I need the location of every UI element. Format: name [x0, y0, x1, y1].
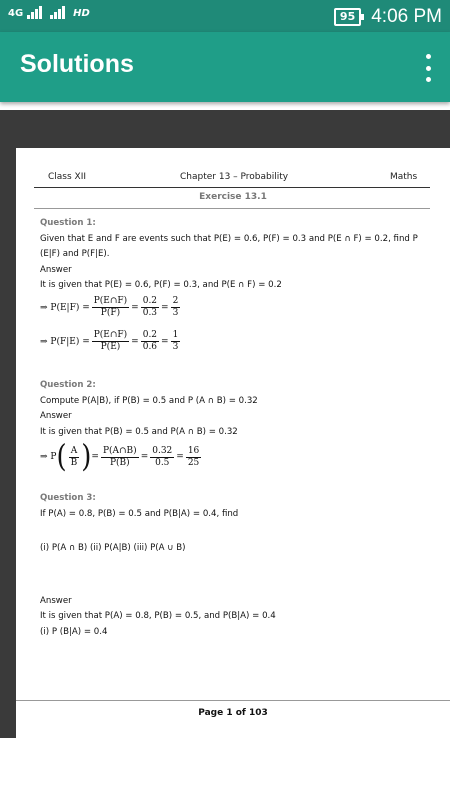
exercise-rule	[34, 208, 430, 209]
eq-num: A	[70, 445, 78, 456]
eq-den: P(E)	[100, 342, 121, 352]
eq-num: 1	[172, 330, 179, 340]
status-left	[8, 5, 90, 19]
header-subject: Maths	[390, 172, 418, 182]
q1-equation-2: ⇒ P(F|E) = $\frac{P(E\cap F)}{P(E)}$ = $\frac{0.2}{0.6}$ = $\frac{1}{3}$	[40, 330, 179, 352]
q1-line1: Given that E and F are events such that P(E) = 0.6, P(F) = 0.3 and P(E ∩ F) = 0.2, find P	[40, 234, 418, 244]
header-chapter: Chapter 13 – Probability	[180, 172, 289, 182]
footer-rule	[16, 700, 450, 701]
q3-answer: Answer	[40, 596, 72, 606]
eq-num: P(A∩B)	[102, 445, 137, 456]
header-class: Class XII	[48, 172, 87, 182]
network-type: 4G	[8, 8, 24, 19]
eq-num: 2	[172, 296, 179, 306]
bottom-area	[0, 738, 450, 800]
pdf-viewer[interactable]	[0, 110, 450, 738]
eq-den: 0.5	[155, 457, 170, 468]
exercise-title: Exercise 13.1	[199, 192, 267, 202]
eq-den: B	[70, 457, 78, 468]
eq-den: 25	[187, 457, 200, 468]
q3-line2: (i) P(A ∩ B) (ii) P(A|B) (iii) P(A ∪ B)	[40, 543, 186, 553]
q3-line1: If P(A) = 0.8, P(B) = 0.5 and P(B|A) = 0.4, find	[40, 509, 239, 519]
q2-heading: Question 2:	[40, 380, 96, 390]
more-vertical-icon[interactable]	[420, 54, 436, 82]
q1-equation-1: ⇒ P(E|F) = $\frac{P(E\cap F)}{P(F)}$ = $\frac{0.2}{0.3}$ = $\frac{2}{3}$	[40, 296, 179, 318]
q2-given: It is given that P(B) = 0.5 and P(A ∩ B) = 0.32	[40, 427, 238, 437]
pdf-page[interactable]	[16, 148, 450, 738]
q1-heading: Question 1:	[40, 218, 96, 228]
status-bar	[0, 0, 450, 32]
hd-indicator: HD	[73, 8, 90, 19]
eq-den: 0.3	[142, 308, 158, 318]
eq-num: 0.2	[142, 330, 158, 340]
eq-den: P(F)	[100, 308, 121, 318]
eq-num: 0.32	[152, 445, 173, 456]
eq-den: 0.6	[142, 342, 158, 352]
eq-lhs: ⇒ P	[40, 452, 57, 462]
eq-lhs: ⇒ P(E|F) =	[40, 302, 90, 313]
q2-equation: ⇒ P ( $\frac{A}{B}$ ) = $\frac{P(A\cap B)}{P(B)}$ = $\frac{0.32}{0.5}$ = $\frac{16}{25}$	[40, 439, 200, 475]
status-right	[334, 6, 442, 28]
eq-den: 3	[172, 308, 179, 318]
signal-icon-2	[50, 5, 65, 19]
eq-num: P(E∩F)	[93, 330, 128, 340]
eq-num: P(E∩F)	[93, 296, 128, 306]
q2-answer: Answer	[40, 411, 72, 421]
battery-icon: 95	[334, 8, 361, 26]
q3-part1: (i) P (B|A) = 0.4	[40, 627, 108, 637]
q3-given: It is given that P(A) = 0.8, P(B) = 0.5, and P(B|A) = 0.4	[40, 611, 276, 621]
header-rule	[34, 187, 430, 188]
q3-heading: Question 3:	[40, 493, 96, 503]
eq-den: P(B)	[109, 457, 130, 468]
app-title: Solutions	[20, 50, 134, 78]
q2-line1: Compute P(A|B), if P(B) = 0.5 and P (A ∩ B) = 0.32	[40, 396, 258, 406]
app-bar	[0, 32, 450, 102]
signal-icon	[27, 5, 42, 19]
clock: 4:06 PM	[371, 6, 442, 27]
q1-line2: (E|F) and P(F|E).	[40, 249, 110, 259]
eq-num: 16	[187, 445, 200, 456]
page-indicator: Page 1 of 103	[198, 708, 268, 718]
eq-lhs: ⇒ P(F|E) =	[40, 336, 90, 347]
eq-num: 0.2	[142, 296, 158, 306]
q1-answer: Answer	[40, 265, 72, 275]
eq-den: 3	[172, 342, 179, 352]
q1-given: It is given that P(E) = 0.6, P(F) = 0.3, and P(E ∩ F) = 0.2	[40, 280, 282, 290]
